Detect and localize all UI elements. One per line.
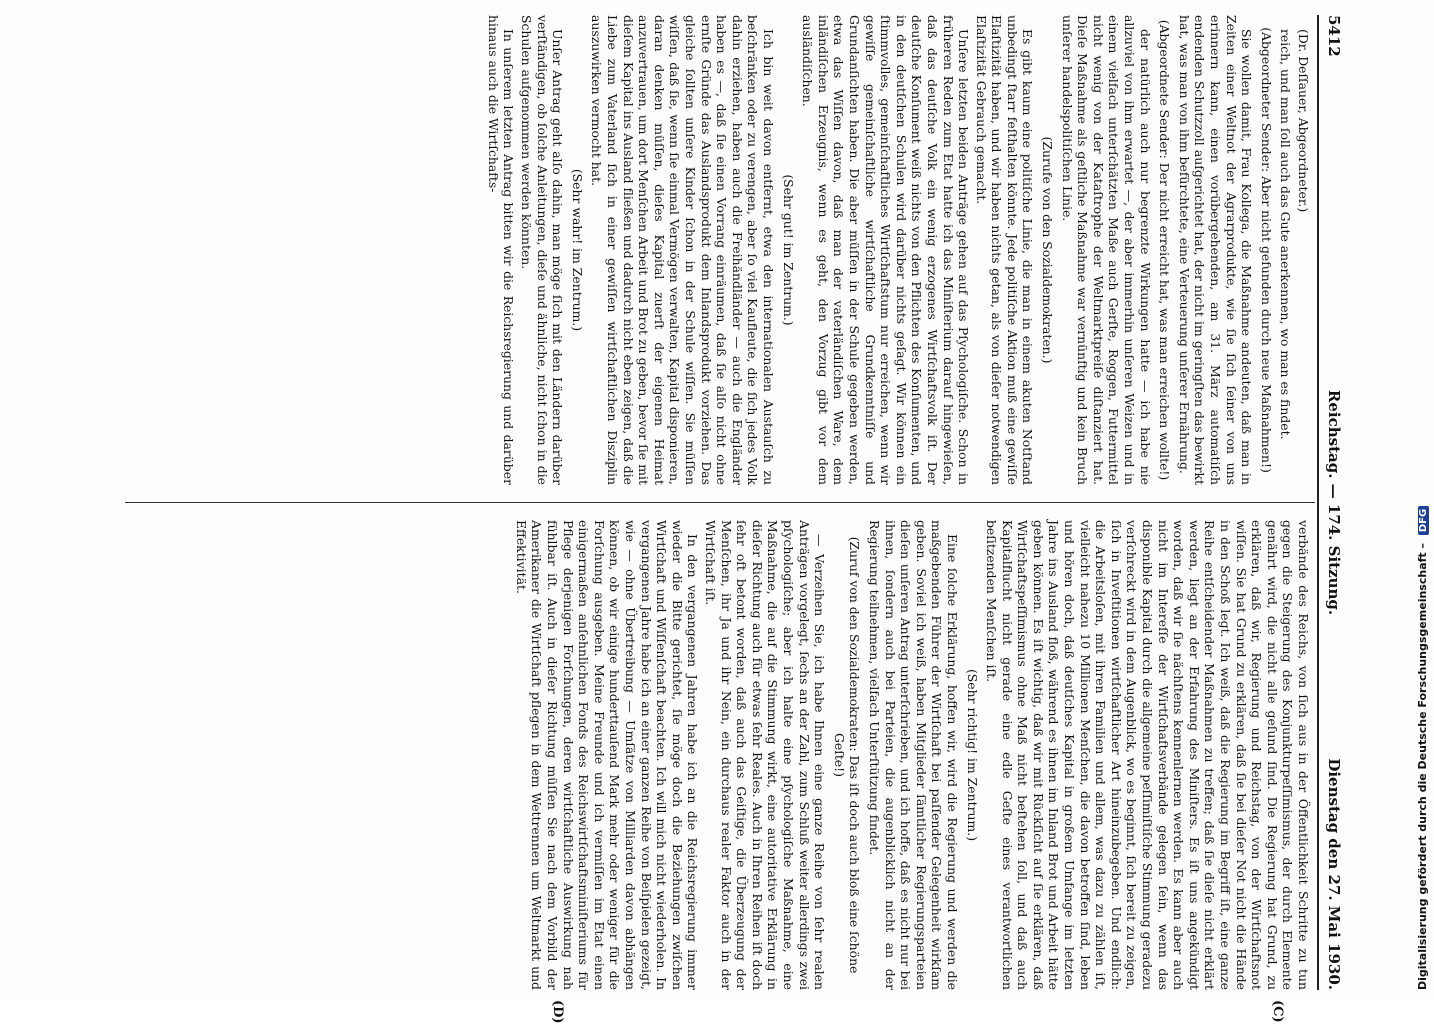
paragraph: reich, und man ſoll auch das Gute anerkennen, wo man es findet. (1278, 29, 1294, 440)
paragraph: Eine ſolche Erklärung, hoffen wir, wird die Regierung und werden die maßgebenden Führer der Wirtſchaft bei paſſender Gelegenheit wirkſam geben. Soviel ich weiß, haben Mitglieder ſämtlicher Regierungsparteien dieſen unſeren Antrag unterſchrieben, und ich hoffe, daß es nicht nur bei ihnen, ſondern auch bei Parteien, die augenblicklich nicht an der Regierung teilnehmen, vielfach Unterſtützung findet. (866, 520, 960, 990)
paragraph: Unſer Antrag geht alſo dahin, man möge ſich mit den Ländern darüber verſtändigen, ob ſolche Anleitungen, dieſe und ähnliche, nicht ſchon in die Schulen aufgenommen werden könnten. (519, 15, 566, 485)
margin-marker-d: (D) (550, 1000, 565, 1024)
paragraph: In unſerem letzten Antrag bitten wir die Reichsregierung und darüber hinaus auch die Wirtſchafts- (485, 15, 517, 485)
paragraph: (Dr. Deſſauer, Abgeordneter.) (1296, 29, 1311, 213)
interjection: (Zurufe von den Sozialdemokraten.) (1040, 136, 1056, 364)
paragraph: Sie wollen damit, Frau Kollega, die Maßnahme andeuten, daß man in Zeiten einer Weltnot der Agrarprodukte, wie ſie ſich ſeiner von uns erinnern kann, einen vorübergehenden, am 31. März automatiſch endenden Schutzzoll aufgerichtet hat, der nicht im geringſten das bewirkt hat, was man von ihm befürchtete, eine Verteuerung unſerer Ernährung. (1176, 15, 1255, 485)
rotated-page (115, 15, 1345, 1024)
header-rule (1317, 15, 1319, 990)
margin-marker-c: (C) (1270, 1000, 1285, 1023)
session-date: Dienstag den 27. Mai 1930. (1325, 758, 1343, 990)
paragraph: In den vergangenen Jahren habe ich an die Reichsregierung immer wieder die Bitte gerichtet, ſie möge doch die Beziehungen zwiſchen Wirtſchaft und Wiſſenſchaft beachten. Ich will mich nicht wiederholen. In vergangenen Jahre habe ich an einer ganzen Reihe von Beiſpielen gezeigt, wie — ohne Übertreibung — Umſätze von Milliarden davon abhängen können, ob wir einige hunderttauſend Mark mehr oder weniger für die Forſchung ausgeben. Meine Freunde und ich vermiſſen im Etat einen einigermaßen anſehnlichen Fonds des Reichswirtſchaftsminiſteriums für Pflege derjenigen Forſchungen, deren wirtſchaftliche Auswirkung nah fühlbar iſt. Auch in dieſer Richtung müſſen Sie nach dem Vorbild der Amerikaner die Wirtſchaft pflegen in dem Wettrennen um Weltmarkt und Effektivität. (513, 520, 701, 990)
page-header (1323, 15, 1345, 990)
paragraph: Ich bin weit davon entfernt, etwa den internationalen Austauſch zu beſchränken oder zu verengen, aber ſo viel Kaufleute, die ſich jedes Volk dahin erziehen, haben auch die Freihändländer — auch die Engländer haben es —, daß ſie einen Vorrang einräumen, daß ſie alſo nicht ohne ernſte Gründe das Auslandsprodukt dem Inlandsprodukt vorziehen. Das gleiche ſollten unſere Kinder ſchon in der Schule wiſſen. Sie müſſen wiſſen, daß ſie, wenn ſie einmal Vermögen verwalten, Kapital disponieren, daran denken müſſen, dieſes Kapital zuerſt der eigenen Heimat anzuvertrauen, um dort Menſchen Arbeit und Brot zu geben, bevor ſie mit dieſem Kapital ins Ausland fließen und dadurch nicht eben zeigen, daß die Liebe zum Vaterland ſich in einer gewiſſen wirtſchaftlichen Disziplin auszuwirken vermocht hat. (589, 15, 776, 485)
interjection: (Zuruf von den Sozialdemokraten: Das iſt doch auch bloß eine ſchöne Geſte!) (831, 536, 863, 974)
footer-credit (1416, 506, 1429, 990)
paragraph: — Verzeihen Sie, ich habe Ihnen eine ganze Reihe von ſehr realen Anträgen vorgelegt, ſechs an der Zahl, zum Schluß weiter allerdings zwei pſychologiſche; aber ich halte eine pſychologiſche Maßnahme, eine Maßnahme, die auf die Stimmung wirkt, eine autoritative Erklärung in dieſer Richtung auch für etwas ſehr Reales. Auch in Ihren Reihen iſt doch ſehr oft betont worden, daß auch das Geiſtige, die Überzeugung der Menſchen, ihr Ja und ihr Nein, ein durchaus realer Faktor auch in der Wirtſchaft iſt. (703, 520, 828, 990)
interjection: (Abgeordnete Sender: Der nicht erreicht hat, was man erreichen wollte!) (1157, 19, 1173, 481)
running-title: Reichstag. — 174. Sitzung. (1325, 389, 1343, 616)
interjection: (Sehr richtig! im Zentrum.) (964, 668, 980, 842)
left-column (483, 15, 1311, 485)
interjection: (Sehr gut! im Zentrum.) (780, 174, 796, 326)
interjection: (Abgeordneter Sender: Aber nicht gefunden durch neue Maßnahmen!) (1258, 27, 1274, 473)
paragraph: verbände des Reichs, von ſich aus in der Öffentlichkeit Schritte zu tun gegen die Steigerung des Konjunkturpeſſimismus, der durch Elemente genährt wird, die nicht alle geſund ſind. Die Regierung hat Grund, zu erklären, daß wir, Regierung und Reichstag, von der Wirtſchaftsnot wiſſen. Sie hat Grund zu erklären, daß ſie bei dieſer Not nicht die Hände in den Schoß legt. Ich weiß, daß die Regierung im Begriff iſt, eine ganze Reihe entſcheidender Maßnahmen zu treffen; daß ſie dieſe nicht erklärt werden, liegt an der Erfahrung des Miniſters. Es iſt uns angekündigt worden, daß wir ſie nächſtens kennenlernen werden. Es kann aber auch nicht im Intereſſe der Wirtſchaftsverbände gelegen ſein, wenn das disponible Kapital durch die allgemeine peſſimiſtiſche Stimmung geradezu verſchreckt wird in dem Augenblick, wo es beginnt, ſich bereit zu zeigen, ſich in Inveſtitionen wirtſchaftlicher Art hineinzubegeben. Und endlich: die Arbeitsloſen, mit ihren Familien und allem, was dazu zu zählen iſt, vielleicht nahezu 10 Millionen Menſchen, die davon betroffen ſind, leben und hören doch, daß deutſches Kapital in großem Umfange im letzten Jahre ins Ausland floß, während es ihnen im Inland Brot und Arbeit hätte geben können. Es iſt wichtig, daß wir mit Rückſicht auf ſie erklären, daß Wirtſchaftspeſſimismus ohne Maß nicht beſtehen ſoll, und daß auch Kapitalflucht nicht gerade eine edle Geſte eines verantwortlichen beſitzenden Menſchen iſt. (984, 520, 1311, 990)
paragraph: der natürlich auch nur begrenzte Wirkungen hatte — ich habe nie allzuviel von ihm erwartet —, der aber immerhin unſeren Weizen und in einem vielfach unterſchätzten Maße auch Gerſte, Roggen, Futtermittel nicht wenig von der Kataſtrophe der Weltmarktpreiſe diſtanziert hat. Dieſe Maßnahme als geſtliche Maßnahme war vernünftig und kein Bruch unſerer handelspolitiſchen Linie. (1059, 15, 1153, 485)
paragraph: Es gibt kaum eine politiſche Linie, die man in einem akuten Notſtand unbedingt ſtarr feſthalten könnte. Jede politiſche Aktion muß eine gewiſſe Elaſtizität haben, und wir haben nichts getan, als von dieſer notwendigen Elaſtizität Gebrauch gemacht. (973, 15, 1036, 485)
right-column (511, 520, 1311, 990)
paragraph: Unſere letzten beiden Anträge gehen auf das Pſychologiſche. Schon in früheren Reden zum Etat hatte ich das Miniſterium darauf hingewieſen, daß das deutſche Volk ein wenig erzogenes Wirtſchaftsvolk iſt. Der deutſche Konſument weiß nichts von den Pflichten des Konſumenten, und in den deutſchen Schulen wird darüber nichts geſagt. Wir können ein ſtimmvolles, gemeinſchaftliches Wirtſchaftstum nur erreichen, wenn wir gewiſſe gemeinſchaftliche wirtſchaftliche Grundkenntniſſe und Grundanſichten haben. Die aber müſſen in der Schule gegeben werden, etwa das Wiſſen davon, daß man der vaterländiſchen Ware, dem inländiſchen Erzeugnis, wenn es geht, den Vorzug gibt vor dem ausländiſchen. (800, 15, 972, 485)
page-number: 5412 (1325, 15, 1343, 57)
dfg-logo: DFG (1418, 506, 1429, 535)
interjection: (Sehr wahr! im Zentrum.) (569, 168, 585, 332)
footer-text: Digitalisierung gefördert durch die Deutsche Forschungsgemeinschaft – (1416, 543, 1429, 990)
column-divider (125, 502, 1315, 503)
